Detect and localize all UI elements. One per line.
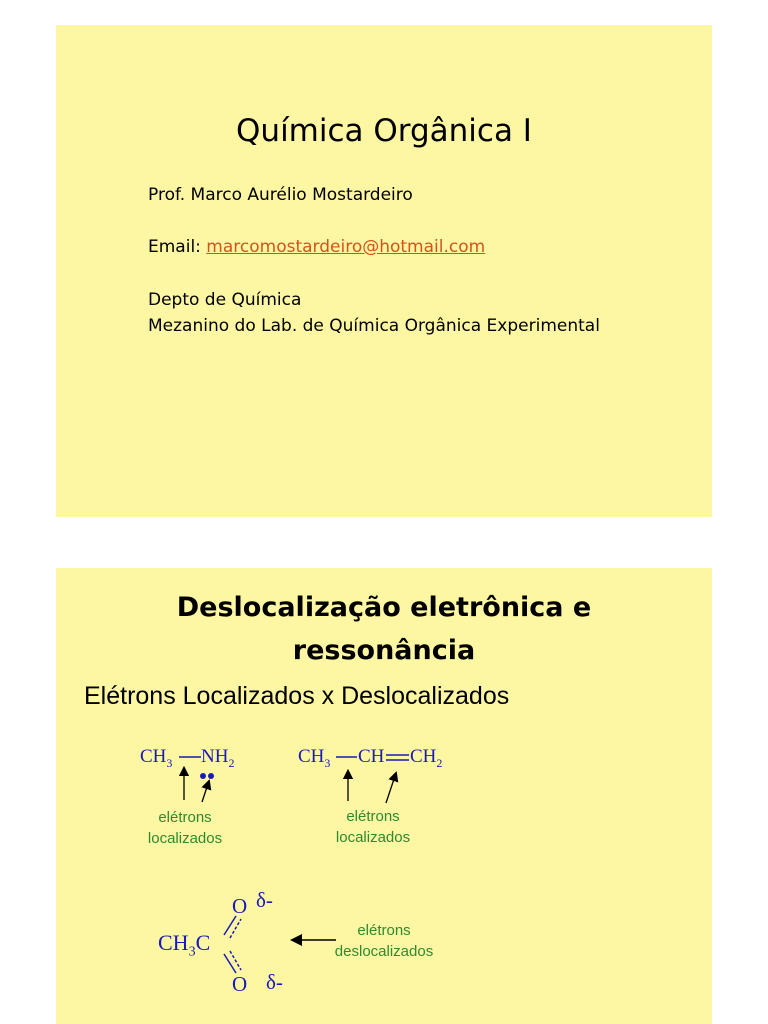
slide-2-drawings [56, 568, 712, 1024]
slide-2 [56, 568, 712, 1024]
professor-name: Prof. Marco Aurélio Mostardeiro [148, 185, 413, 205]
formula-methylamine-ch3: $CH_3$ [140, 746, 173, 770]
slide-1 [56, 25, 712, 517]
slide-2-subtitle: Elétrons Localizados x Deslocalizados [84, 682, 510, 710]
formula-propene-ch3: $CH_3$ [298, 746, 331, 770]
formula-acetate-ch3: $CH_3C$ [158, 930, 211, 960]
formula-methylamine-nh2: $NH_2$ [201, 746, 235, 770]
slide-1-title: Química Orgânica I [236, 113, 532, 149]
location: Mezanino do Lab. de Química Orgânica Experimental [148, 316, 600, 336]
email-link[interactable]: marcomostardeiro@hotmail.com [206, 237, 486, 257]
note-localized-1: elétrons localizados [147, 809, 223, 847]
lone-pair-dot-1 [200, 773, 206, 779]
lone-pair-dot-2 [208, 773, 214, 779]
formula-acetate-oxygen-top: O [232, 894, 248, 918]
formula-propene-ch: CH [358, 746, 385, 767]
formula-propene-ch2: $CH_2$ [410, 746, 443, 770]
note-delocalized: elétrons deslocalizados [334, 922, 434, 960]
department: Depto de Química [148, 290, 302, 310]
note-localized-2: elétrons localizados [335, 808, 411, 846]
slide-2-title-line2: ressonância [292, 635, 476, 666]
arrow-lone-pair [202, 784, 208, 802]
arrow-pi-bond [386, 776, 395, 803]
delta-charge-top: δ- [256, 888, 273, 912]
formula-acetate-oxygen-bottom: O [232, 972, 248, 996]
delta-charge-bottom: δ- [266, 970, 283, 994]
email-line [148, 237, 485, 257]
email-label: Email: [148, 237, 207, 257]
slide-2-title-line1: Deslocalização eletrônica e [176, 592, 592, 623]
